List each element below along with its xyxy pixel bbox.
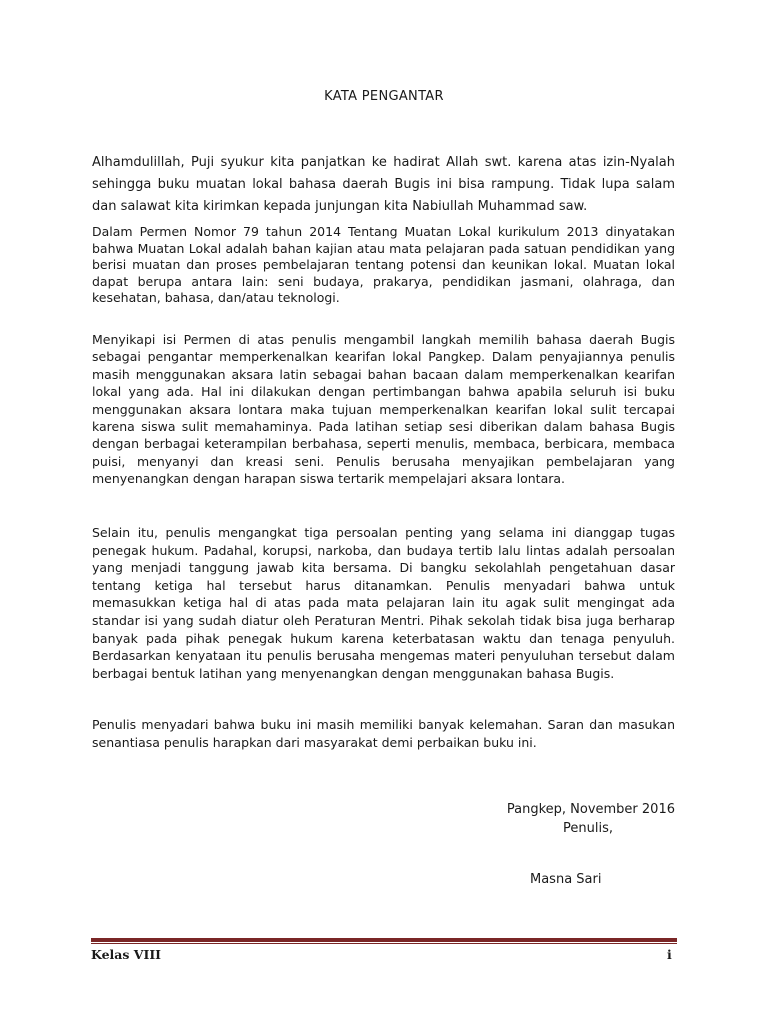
author-role: Penulis, — [563, 821, 613, 836]
footer-rule-thick — [91, 938, 677, 942]
place-date: Pangkep, November 2016 — [506, 802, 675, 817]
paragraph-three-issues: Selain itu, penulis mengangkat tiga persoalan penting yang selama ini dianggap tugas penegak hukum. Padahal, korupsi, narkoba, dan budaya tertib lalu lintas adalah persoalan yang menjadi tanggung jawab kita bersama. Di bangku sekolahlah pengetahuan dasar tentang ketiga hal tersebut harus ditanamkan. Penulis menyadari bahwa untuk memasukkan ketiga hal di atas pada mata pelajaran lain itu agak sulit mengingat ada standar isi yang sudah diatur oleh Peraturan Mentri. Pihak sekolah tidak bisa juga berharap banyak pada pihak penegak hukum karena keterbatasan waktu dan tenaga penyuluh. Berdasarkan kenyataan itu penulis berusaha mengemas materi penyuluhan tersebut dalam berbagai bentuk latihan yang menyenangkan dengan menggunakan bahasa Bugis. — [92, 525, 675, 681]
footer-class-label: Kelas VIII — [91, 947, 162, 962]
paragraph-bugis-language: Menyikapi isi Permen di atas penulis mengambil langkah memilih bahasa daerah Bugis sebagai pengantar memperkenalkan kearifan lokal Pangkep. Dalam penyajiannya penulis masih menggunakan aksara latin sebagai bahan bacaan dalam memperkenalkan kearifan lokal yang ada. Hal ini dilakukan dengan pertimbangan bahwa apabila seluruh isi buku menggunakan aksara lontara maka tujuan memperkenalkan kearifan lokal sulit tercapai karena siswa sulit memahaminya. Pada latihan setiap sesi diberikan dalam bahasa Bugis dengan berbagai keterampilan berbahasa, seperti menulis, membaca, berbicara, membaca puisi, menyanyi dan kreasi seni. Penulis berusaha menyajikan pembelajaran yang menyenangkan dengan harapan siswa tertarik mempelajari aksara lontara. — [92, 332, 675, 487]
page-title: KATA PENGANTAR — [324, 89, 444, 104]
signatory-name: Masna Sari — [530, 872, 602, 887]
footer-rule-thin — [91, 943, 677, 944]
paragraph-opening: Alhamdulillah, Puji syukur kita panjatkan ke hadirat Allah swt. karena atas izin-Nyalah sehingga buku muatan lokal bahasa daerah Bugis ini bisa rampung. Tidak lupa salam dan salawat kita kirimkan kepada junjungan kita Nabiullah Muhammad saw. — [92, 155, 675, 214]
footer-page-number: i — [667, 947, 672, 962]
paragraph-closing: Penulis menyadari bahwa buku ini masih memiliki banyak kelemahan. Saran dan masukan senantiasa penulis harapkan dari masyarakat demi perbaikan buku ini. — [92, 717, 675, 750]
paragraph-permen: Dalam Permen Nomor 79 tahun 2014 Tentang Muatan Lokal kurikulum 2013 dinyatakan bahwa Muatan Lokal adalah bahan kajian atau mata pelajaran pada satuan pendidikan yang berisi muatan dan proses pembelajaran tentang potensi dan keunikan lokal. Muatan lokal dapat berupa antara lain: seni budaya, prakarya, pendidikan jasmani, olahraga, dan kesehatan, bahasa, dan/atau teknologi. — [92, 224, 675, 306]
